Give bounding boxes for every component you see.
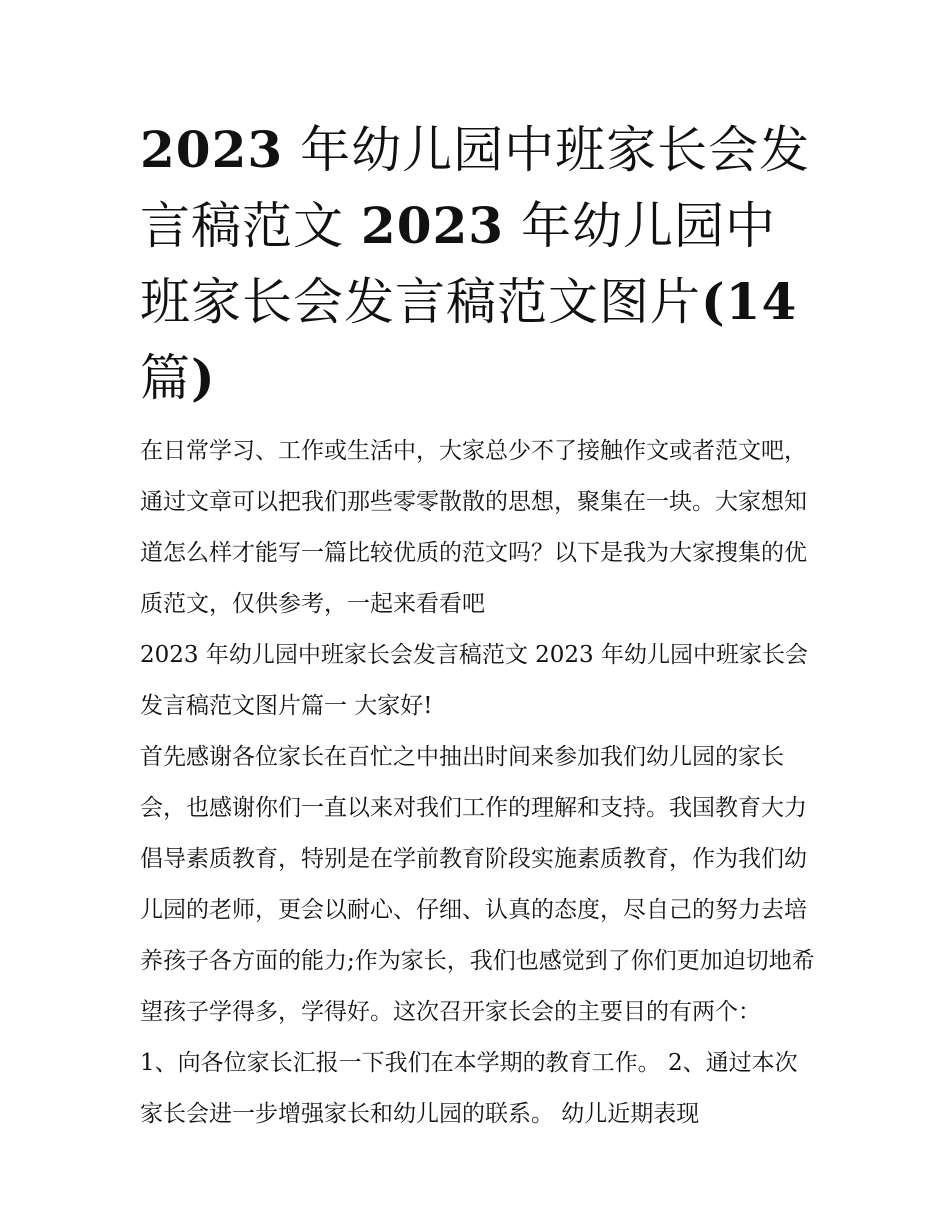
title-part: 篇 [140, 349, 191, 407]
document-body [140, 426, 820, 1140]
title-part: 2023 [360, 196, 505, 255]
title-part: ) [191, 348, 216, 407]
title-part: 年幼儿园中班家长会发言稿范文图片 [140, 197, 776, 331]
document-title [140, 112, 820, 416]
section-heading-paragraph: 2023 年幼儿园中班家长会发言稿范文 2023 年幼儿园中班家长会发言稿范文图片篇一 大家好! [140, 642, 808, 719]
title-part: (14 [701, 272, 798, 331]
title-part: 2023 [140, 120, 284, 179]
body-paragraph: 首先感谢各位家长在百忙之中抽出时间来参加我们幼儿园的家长会，也感谢你们一直以来对我们工作的理解和支持。我国教育大力倡导素质教育，特别是在学前教育阶段实施素质教育，作为我们幼儿园的老师，更会以耐心、仔细、认真的态度，尽自己的努力去培养孩子各方面的能力;作为家长，我们也感觉到了你们更加迫切地希望孩子学得多，学得好。这次召开家长会的主要目的有两个： [140, 744, 815, 1025]
title-part: 年幼儿园中班家长会发言稿范文 [140, 121, 811, 255]
intro-paragraph: 在日常学习、工作或生活中，大家总少不了接触作文或者范文吧，通过文章可以把我们那些零零散散的思想，聚集在一块。大家想知道怎么样才能写一篇比较优质的范文吗？以下是我为大家搜集的优质范文，仅供参考，一起来看看吧 [140, 438, 807, 617]
body-paragraph: 1、向各位家长汇报一下我们在本学期的教育工作。 2、通过本次家长会进一步增强家长和幼儿园的联系。 幼儿近期表现 [140, 1050, 798, 1127]
document-content [140, 112, 820, 1140]
